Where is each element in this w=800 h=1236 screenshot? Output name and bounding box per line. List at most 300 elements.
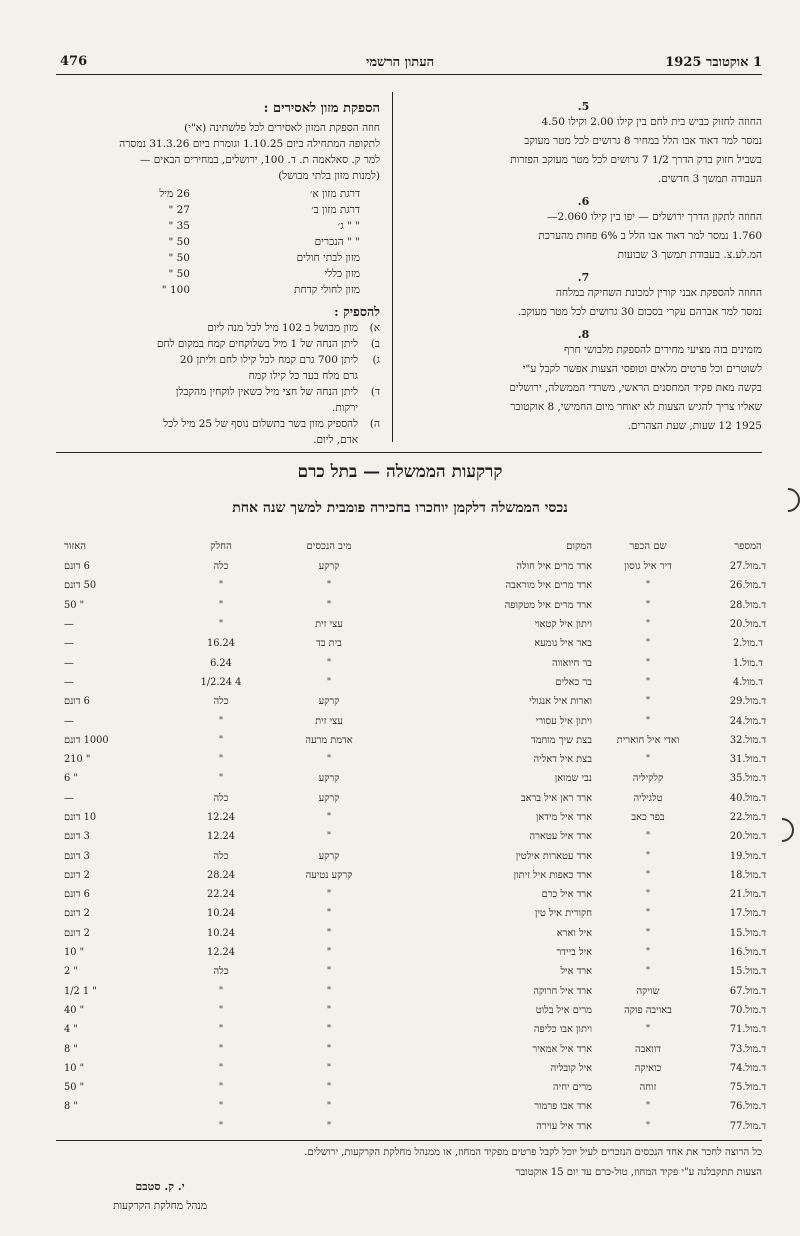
ration-price: 35 ": [168, 220, 190, 232]
table-cell: ארד איל כרם: [541, 889, 592, 901]
table-cell: קרקע: [318, 561, 340, 573]
ration-row: [62, 234, 380, 250]
notice-line: 1925 12 שעות, שעת הצהרים.: [627, 420, 762, 432]
table-row: [60, 1059, 796, 1078]
table-cell: ": [645, 927, 651, 939]
table-cell: ": [645, 580, 651, 592]
table-cell: ד.מול.35: [729, 773, 767, 785]
table-cell: ": [326, 812, 332, 823]
table-row: [60, 557, 796, 576]
supply-letter: [358, 432, 380, 448]
table-cell: איל וארא: [556, 927, 592, 939]
table-cell: ויתון איל קטאוי: [534, 619, 592, 631]
table-cell: ד.מול.1: [732, 657, 764, 669]
supply-letter: ב): [370, 338, 380, 350]
notice-line: בקשה מאת פקיד המחסנים הראשי, משרדי הממשלה, ירושלים: [509, 382, 762, 394]
table-cell: ארד כאפות איל זיתון: [513, 869, 592, 881]
table-cell: 22.24: [206, 889, 236, 901]
table-cell: איל קובליה: [550, 1062, 592, 1074]
table-cell: 10.24: [206, 927, 236, 939]
table-cell: ": [645, 676, 651, 688]
ration-price: 50 ": [168, 268, 190, 280]
ration-name: " " ג׳: [337, 220, 360, 232]
signature-title: מנהל מחלקת הקרקעות: [112, 1200, 208, 1212]
supply-text: אדם, ליום.: [313, 434, 358, 446]
land-title: קרקעות הממשלה — בתל כרם: [297, 462, 503, 482]
table-cell: ": [218, 1120, 224, 1132]
table-cell: ד.מול.2: [732, 638, 764, 650]
table-rule: [56, 1140, 762, 1141]
table-cell: ": [218, 599, 224, 611]
table-cell: ": [218, 1004, 224, 1016]
table-cell: ": [218, 619, 224, 631]
table-row: [60, 769, 796, 788]
notice-line: העבודה תמשך 3 חדשים.: [657, 173, 762, 185]
table-cell: ד.מול.16: [729, 947, 767, 959]
column-header: החלק: [210, 540, 232, 552]
supply-item: [62, 432, 380, 448]
table-cell: ארד איל אמאיר: [532, 1043, 592, 1055]
table-cell: ": [645, 889, 651, 901]
table-cell: נבי שמואן: [554, 773, 592, 785]
table-cell: " 6: [64, 773, 78, 785]
journal-title: העתון הרשמי: [365, 55, 435, 70]
table-row: [60, 789, 796, 808]
table-cell: ואדי איל חוארית: [616, 734, 680, 746]
table-cell: " 210: [64, 754, 91, 766]
table-cell: ד.מול.19: [729, 850, 767, 862]
table-cell: ד.מול.40: [729, 792, 767, 804]
supply-item: [62, 400, 380, 416]
table-cell: " 1 1/2: [64, 985, 97, 997]
footer-line: הצעות תתקבלנה ע"י פקיד המחוז, טול-כרם עד יום 15 אוקטובר: [515, 1167, 762, 1178]
supply-letter: ה): [369, 418, 380, 430]
column-header: שם הכפר: [629, 540, 667, 552]
table-cell: ": [218, 773, 224, 785]
table-cell: ד.מול.77: [729, 1120, 767, 1132]
table-cell: ארד עטארות אילטין: [515, 850, 592, 862]
table-header: [60, 535, 796, 557]
table-cell: ארד מרים איל חולה: [516, 561, 592, 573]
table-cell: כלה: [213, 966, 229, 978]
supply-letter: ג): [372, 354, 380, 366]
table-cell: " 8: [64, 1101, 78, 1113]
table-cell: 12.24: [206, 947, 236, 959]
notice-line: החוזה לתקון הדרך ירושלים — יפו בין קילו 2.060—: [546, 211, 762, 223]
table-cell: ": [645, 1120, 651, 1132]
table-cell: עצי זית: [315, 619, 343, 631]
table-cell: ": [326, 657, 332, 669]
table-cell: 10.24: [206, 908, 236, 920]
table-row: [60, 866, 796, 885]
notice-line: לשוטרים וכל פרטים מלאים וטופסי הצעות אפשר לקבל ע"י: [522, 363, 762, 375]
table-cell: קרקע: [318, 792, 340, 804]
table-cell: ": [218, 1043, 224, 1055]
table-cell: ד.מול.32: [729, 734, 767, 746]
notice-number: 7.: [577, 271, 590, 284]
table-cell: ד.מול.70: [729, 1004, 767, 1016]
table-cell: ": [326, 908, 332, 920]
table-cell: 50 דונם: [64, 580, 97, 592]
supply-text: מזון מבושל ב 102 מיל לכל מנה ליום: [207, 322, 358, 334]
table-cell: ד.מול.27: [729, 561, 767, 573]
table-cell: ": [645, 657, 651, 669]
table-cell: 6 דונם: [64, 561, 90, 573]
table-cell: ": [218, 1024, 224, 1036]
supply-item: [62, 384, 380, 400]
table-cell: כלה: [213, 696, 229, 708]
table-cell: ": [326, 927, 332, 939]
intro-paragraph: [62, 120, 380, 184]
table-row: [60, 1117, 796, 1136]
table-cell: טלגיליה: [633, 792, 663, 804]
table-cell: ": [645, 715, 651, 727]
notice-line: החוזה להספקת אבני קורין למכונת השחיקה במלחה: [555, 287, 762, 299]
table-cell: כלה: [213, 792, 229, 804]
table-row: [60, 885, 796, 904]
table-cell: וארות איל אנגולי: [529, 696, 592, 708]
table-cell: 6 דונם: [64, 696, 90, 708]
table-row: [60, 731, 796, 750]
notice-line: נמסר למר אברהם עקרי בסכום 30 גרושים לכל מטר מעוקב.: [517, 306, 762, 318]
notice-number: 5.: [577, 100, 590, 113]
ration-name: " " הנכרים: [314, 236, 360, 248]
table-row: [60, 982, 796, 1001]
table-row: [60, 924, 796, 943]
table-cell: 12.24: [206, 812, 236, 823]
supply-item: [62, 352, 380, 368]
table-cell: ד.מול.75: [729, 1082, 767, 1094]
supply-letter: [358, 400, 380, 416]
table-cell: ד.מול.24: [729, 715, 767, 727]
notice-number: 8.: [577, 328, 590, 341]
table-cell: ארד אבו פרמור: [534, 1101, 592, 1113]
ration-row: [62, 202, 380, 218]
table-cell: ד.מול.29: [729, 696, 767, 708]
table-cell: " 2: [64, 966, 78, 978]
table-cell: בית בד: [316, 638, 342, 650]
ration-row: [62, 186, 380, 202]
notice-line: החוזה לחזוק כביש בית לחם בין קילו 2.00 וקילו 4.50: [541, 116, 762, 128]
table-row: [60, 1001, 796, 1020]
table-cell: ": [645, 754, 651, 766]
table-cell: " 4: [64, 1024, 78, 1036]
supply-text: ירקות.: [332, 402, 358, 414]
table-cell: ": [218, 1062, 224, 1074]
table-row: [60, 1020, 796, 1039]
table-cell: ": [326, 947, 332, 959]
ration-name: דרגת מזון א׳: [310, 188, 360, 200]
table-cell: ד.מול.18: [729, 869, 767, 881]
table-cell: ד.מול.20: [729, 831, 767, 843]
table-cell: קרקע: [318, 850, 340, 862]
table-cell: ": [218, 1101, 224, 1113]
supply-text: ליתן הנחה של 1 מיל בשלוקחים קמח במקום לחם: [156, 338, 358, 350]
issue-date: 1 אוקטובר 1925: [665, 55, 762, 70]
table-cell: ": [326, 580, 332, 592]
column-divider: [392, 92, 393, 442]
notice-line: המ.לע.צ. בעבודת תמשך 3 שבועות: [617, 249, 762, 261]
table-cell: ": [326, 889, 332, 901]
table-cell: ד.מול.71: [729, 1024, 767, 1036]
table-cell: ויתון איל עסורי: [535, 715, 592, 727]
section-rule: [56, 452, 762, 453]
table-cell: ארד איל עוירה: [536, 1120, 592, 1132]
table-cell: ": [326, 1062, 332, 1074]
table-row: [60, 808, 796, 827]
prisoner-food-section: [62, 100, 380, 448]
table-cell: קלקיליה: [632, 773, 664, 785]
ration-row: [62, 218, 380, 234]
ration-row: [62, 250, 380, 266]
table-cell: ד.מול.76: [729, 1101, 767, 1113]
column-header: המקום: [566, 540, 592, 552]
section-title: הספקת מזון לאסירים :: [263, 101, 380, 116]
table-cell: ": [326, 1082, 332, 1094]
table-cell: 10 דונם: [64, 812, 97, 823]
table-cell: ד.מול.21: [729, 889, 767, 901]
table-cell: בצת איל דאליה: [533, 754, 592, 766]
table-row: [60, 943, 796, 962]
table-cell: באויבה פוקה: [624, 1004, 672, 1016]
table-row: [60, 962, 796, 981]
table-cell: ": [218, 1082, 224, 1094]
table-cell: ד.מול.15: [729, 966, 767, 978]
table-cell: ": [645, 1101, 651, 1113]
ration-name: מזון כללי: [324, 268, 360, 280]
table-cell: ארד איל: [560, 966, 592, 978]
table-row: [60, 711, 796, 730]
ration-price: 100 ": [161, 284, 190, 296]
column-header: מיב הנכסים: [306, 540, 352, 552]
table-cell: ": [645, 908, 651, 920]
notice-line: בשביל חזוק בדק הדרך 1/2 7 גרושים לכל מטר מעוקב הפזרות: [510, 154, 762, 166]
table-cell: 4 1/2.24: [200, 676, 242, 688]
page-number: 476: [60, 54, 88, 69]
table-cell: ד.מול.15: [729, 927, 767, 939]
intro-line: (למנות מזון בלתי מבושל): [278, 170, 380, 182]
table-cell: ": [326, 985, 332, 997]
table-cell: 6.24: [210, 657, 232, 669]
table-cell: ": [645, 696, 651, 708]
table-row: [60, 1078, 796, 1097]
supply-title: להספיק :: [334, 304, 380, 319]
table-cell: איל ביידר: [556, 947, 592, 959]
table-cell: 6 דונם: [64, 889, 90, 901]
table-cell: ": [326, 1043, 332, 1055]
supply-list: [62, 320, 380, 448]
table-cell: ": [645, 831, 651, 843]
table-cell: ד.מול.17: [729, 908, 767, 920]
table-cell: אדמת מרעה: [305, 734, 353, 746]
land-table: [60, 535, 796, 1136]
ration-price: 27 ": [168, 204, 190, 216]
intro-line: לתקופה המתחילה ביום 1.10.25 וגומרת ביום 31.3.26 נמסרה: [119, 138, 380, 150]
table-row: [60, 1039, 796, 1058]
table-row: [60, 846, 796, 865]
table-cell: ": [218, 754, 224, 766]
table-cell: " 40: [64, 1004, 85, 1016]
table-cell: ": [645, 1024, 651, 1036]
table-cell: —: [64, 792, 74, 804]
table-cell: בר חיואווה: [551, 657, 592, 669]
table-cell: ": [326, 1004, 332, 1016]
table-cell: 16.24: [206, 638, 236, 650]
supply-text: גרם מלח בעד כל קילו קמח: [248, 370, 358, 382]
ration-row: [62, 282, 380, 298]
table-row: [60, 827, 796, 846]
table-row: [60, 634, 796, 653]
notice-line: 1.760 נמסר למר דאוד אבו הלל ב 6% פחות מהערכת: [538, 230, 762, 242]
table-cell: ": [645, 850, 651, 862]
table-cell: ד.מול.28: [729, 599, 767, 611]
table-cell: דיר איל גוסון: [624, 561, 672, 573]
table-cell: —: [64, 638, 74, 650]
table-cell: ": [326, 1024, 332, 1036]
supply-text: ליתן 700 גרם קמח לכל קילו לחם וליתן 20: [179, 354, 358, 366]
supply-item: [62, 320, 380, 336]
notice-line: נמסר למר דאוד אבו הלל במחיר 8 גרושים לכל מטר מעוקב: [524, 135, 762, 147]
table-cell: בפר כאב: [631, 812, 665, 823]
table-row: [60, 692, 796, 711]
land-subtitle: נכסי הממשלה דלקמן יוחכרו בחכירה פומבית למשך שנה אחת: [232, 500, 568, 516]
table-cell: ": [645, 619, 651, 631]
table-cell: ד.מול.22: [729, 812, 767, 823]
supply-item: [62, 416, 380, 432]
table-cell: כואיקה: [634, 1062, 662, 1074]
table-cell: ד.מול.74: [729, 1062, 767, 1074]
table-cell: " 50: [64, 1082, 85, 1094]
notice-line: מזמינים בזה מציעי מחירים להספקת מלבושי חרף: [563, 344, 762, 356]
table-cell: כלה: [213, 850, 229, 862]
table-cell: —: [64, 715, 74, 727]
table-cell: —: [64, 619, 74, 631]
table-cell: ": [326, 1101, 332, 1113]
notices-column: [405, 100, 762, 436]
table-cell: ארד איל חרוקה: [533, 985, 592, 997]
signature-name: י. ק. סטבם: [135, 1180, 185, 1193]
supply-text: ליתן הנחה של חצי מיל כשאין לוקחין מהקבלן: [175, 386, 358, 398]
table-cell: ": [218, 734, 224, 746]
table-cell: ד.מול.31: [729, 754, 767, 766]
table-cell: ": [645, 947, 651, 959]
table-cell: מרים יחיה: [553, 1082, 592, 1094]
intro-line: למר ק. סאלאמה ת. ד. 100, ירושלים, במחירים הבאים —: [139, 154, 380, 166]
table-cell: " 10: [64, 947, 85, 959]
table-cell: ": [645, 966, 651, 978]
table-cell: ארד איל מידאן: [535, 812, 592, 823]
notice-number: 6.: [577, 195, 590, 208]
table-cell: דוואבה: [635, 1043, 661, 1055]
table-cell: מרים איל בלוט: [535, 1004, 592, 1016]
table-cell: ": [326, 599, 332, 611]
land-footer: [50, 1143, 762, 1183]
table-cell: שויקה: [636, 985, 660, 997]
rations-list: [62, 186, 380, 298]
notice-line: שאליו צריך להגיש הצעות לא יאוחר מיום החמישי, 8 אוקטובר: [510, 401, 762, 413]
ration-price: 50 ": [168, 236, 190, 248]
table-cell: ד.מול.73: [729, 1043, 767, 1055]
table-cell: ": [326, 754, 332, 766]
table-cell: ד.מול.67: [729, 985, 767, 997]
table-cell: ": [326, 831, 332, 843]
table-row: [60, 1097, 796, 1116]
table-cell: בר כאלים: [555, 676, 592, 688]
table-cell: ד.מול.26: [729, 580, 767, 592]
table-cell: —: [64, 657, 74, 669]
table-cell: —: [64, 676, 74, 688]
table-cell: 3 דונם: [64, 831, 90, 843]
table-cell: ": [218, 985, 224, 997]
ration-name: מזון לחולי קדחת: [294, 284, 360, 296]
table-cell: ד.מול.20: [729, 619, 767, 631]
table-row: [60, 673, 796, 692]
table-cell: 1000 דונם: [64, 734, 109, 746]
table-cell: ד.מול.4: [732, 676, 764, 688]
footer-line: כל הרוצה לחכר את אחד הנכסים הנזכרים לעיל יוכל לקבל פרטים מפקיד המחוז, או ממנהל מחלקת הקרקעות, ירושלים.: [304, 1147, 762, 1158]
table-cell: ארד איל עטארה: [529, 831, 592, 843]
table-cell: בצת שיך מוחמד: [530, 734, 592, 746]
table-cell: [60, 1117, 172, 1136]
table-row: [60, 615, 796, 634]
ration-name: דרגת מזון ב׳: [311, 204, 360, 216]
table-row: [60, 750, 796, 769]
table-cell: קרקע נטיעה: [305, 869, 353, 881]
table-cell: 2 דונם: [64, 908, 90, 920]
table-cell: 3 דונם: [64, 850, 90, 862]
table-cell: עצי זית: [315, 715, 343, 727]
table-row: [60, 576, 796, 595]
header-rule: [56, 74, 762, 75]
table-cell: " 8: [64, 1043, 78, 1055]
table-cell: ארד מרים איל מוראבה: [505, 580, 592, 592]
table-cell: ": [218, 715, 224, 727]
table-cell: ": [326, 1120, 332, 1132]
table-cell: קרקע: [318, 773, 340, 785]
ration-price: 50 ": [168, 252, 190, 264]
ration-name: מזון לבתי חולים: [296, 252, 360, 264]
table-cell: ארד ראן איל בראב: [520, 792, 592, 804]
supply-item: [62, 368, 380, 384]
table-cell: ויתון אבו כליפה: [533, 1024, 592, 1036]
table-cell: " 10: [64, 1062, 85, 1074]
table-cell: 2 דונם: [64, 927, 90, 939]
table-cell: ": [326, 966, 332, 978]
table-cell: ": [645, 869, 651, 881]
table-cell: 12.24: [206, 831, 236, 843]
table-row: [60, 653, 796, 672]
supply-letter: א): [369, 322, 380, 334]
table-row: [60, 596, 796, 615]
column-header: האזור: [64, 540, 87, 552]
table-cell: ": [645, 599, 651, 611]
supply-letter: [358, 368, 380, 384]
supply-letter: ד): [370, 386, 380, 398]
intro-line: חוזה הספקת המזון לאסירים לכל פלשתינה (א"י): [184, 122, 380, 134]
column-header: המספר: [734, 540, 762, 552]
table-cell: חקורית איל טין: [534, 908, 592, 920]
table-cell: באר איל גומעא: [534, 638, 592, 650]
table-cell: ארד מרים איל מטקופה: [504, 599, 592, 611]
table-cell: ": [326, 676, 332, 688]
supply-item: [62, 336, 380, 352]
table-cell: כלה: [213, 561, 229, 573]
table-row: [60, 904, 796, 923]
table-cell: ": [645, 638, 651, 650]
supply-text: להספיק מזון בשר בתשלום נוסף של 25 מיל לכל: [163, 418, 358, 430]
ration-row: [62, 266, 380, 282]
ration-price: 26 מיל: [159, 188, 190, 200]
